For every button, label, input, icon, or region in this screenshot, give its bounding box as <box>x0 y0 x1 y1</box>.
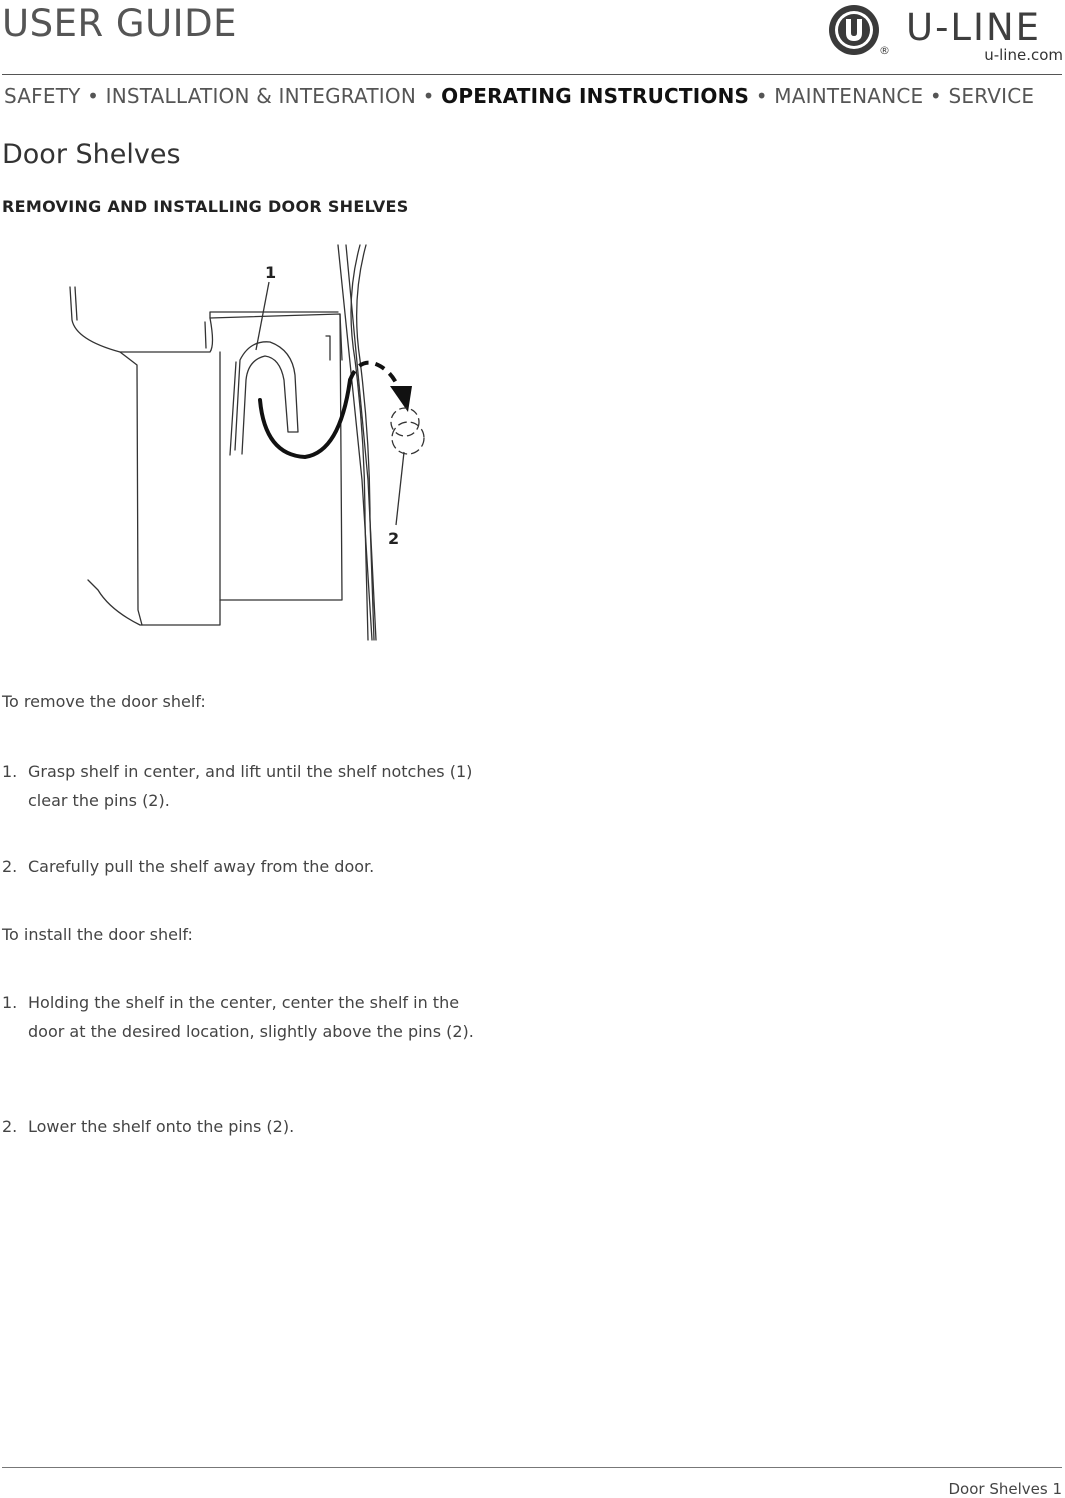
nav-separator: • <box>929 84 942 108</box>
nav-separator: • <box>422 84 435 108</box>
step-number: 1. <box>2 993 18 1012</box>
nav-item-operating-instructions: OPERATING INSTRUCTIONS <box>441 84 750 108</box>
section-title: Door Shelves <box>2 139 181 170</box>
remove-step-1 <box>2 757 502 815</box>
subheading: REMOVING AND INSTALLING DOOR SHELVES <box>2 197 409 216</box>
nav-item-maintenance: MAINTENANCE <box>774 84 924 108</box>
nav-item-safety: SAFETY <box>4 84 81 108</box>
install-step-1 <box>2 988 502 1046</box>
header-divider <box>2 74 1062 75</box>
nav-separator: • <box>755 84 768 108</box>
nav-separator: • <box>87 84 100 108</box>
install-intro: To install the door shelf: <box>2 925 193 944</box>
u-line-logo-icon <box>828 2 884 58</box>
step-text: Lower the shelf onto the pins (2). <box>28 1117 295 1136</box>
brand-logo <box>828 2 1064 66</box>
page-title: USER GUIDE <box>2 2 237 45</box>
nav-item-service: SERVICE <box>948 84 1035 108</box>
website-url: u-line.com <box>984 46 1063 64</box>
nav-item-installation: INSTALLATION & INTEGRATION <box>105 84 417 108</box>
remove-step-2 <box>2 852 502 881</box>
step-text: Holding the shelf in the center, center the shelf in the door at the desired location, slightly above the pins (2). <box>28 993 474 1041</box>
callout-pin: 2 <box>388 529 400 548</box>
registered-mark: ® <box>879 44 890 57</box>
step-text: Carefully pull the shelf away from the door. <box>28 857 375 876</box>
install-step-2 <box>2 1112 502 1141</box>
footer-divider <box>2 1467 1062 1468</box>
remove-intro: To remove the door shelf: <box>2 692 206 711</box>
step-text: Grasp shelf in center, and lift until the shelf notches (1) clear the pins (2). <box>28 762 473 810</box>
step-number: 2. <box>2 857 18 876</box>
callout-notch: 1 <box>265 263 277 282</box>
step-number: 1. <box>2 762 18 781</box>
brand-name: U-LINE <box>906 6 1042 49</box>
door-shelf-illustration <box>60 240 460 645</box>
step-number: 2. <box>2 1117 18 1136</box>
section-nav <box>4 84 1034 108</box>
page-footer-label: Door Shelves 1 <box>948 1480 1062 1498</box>
